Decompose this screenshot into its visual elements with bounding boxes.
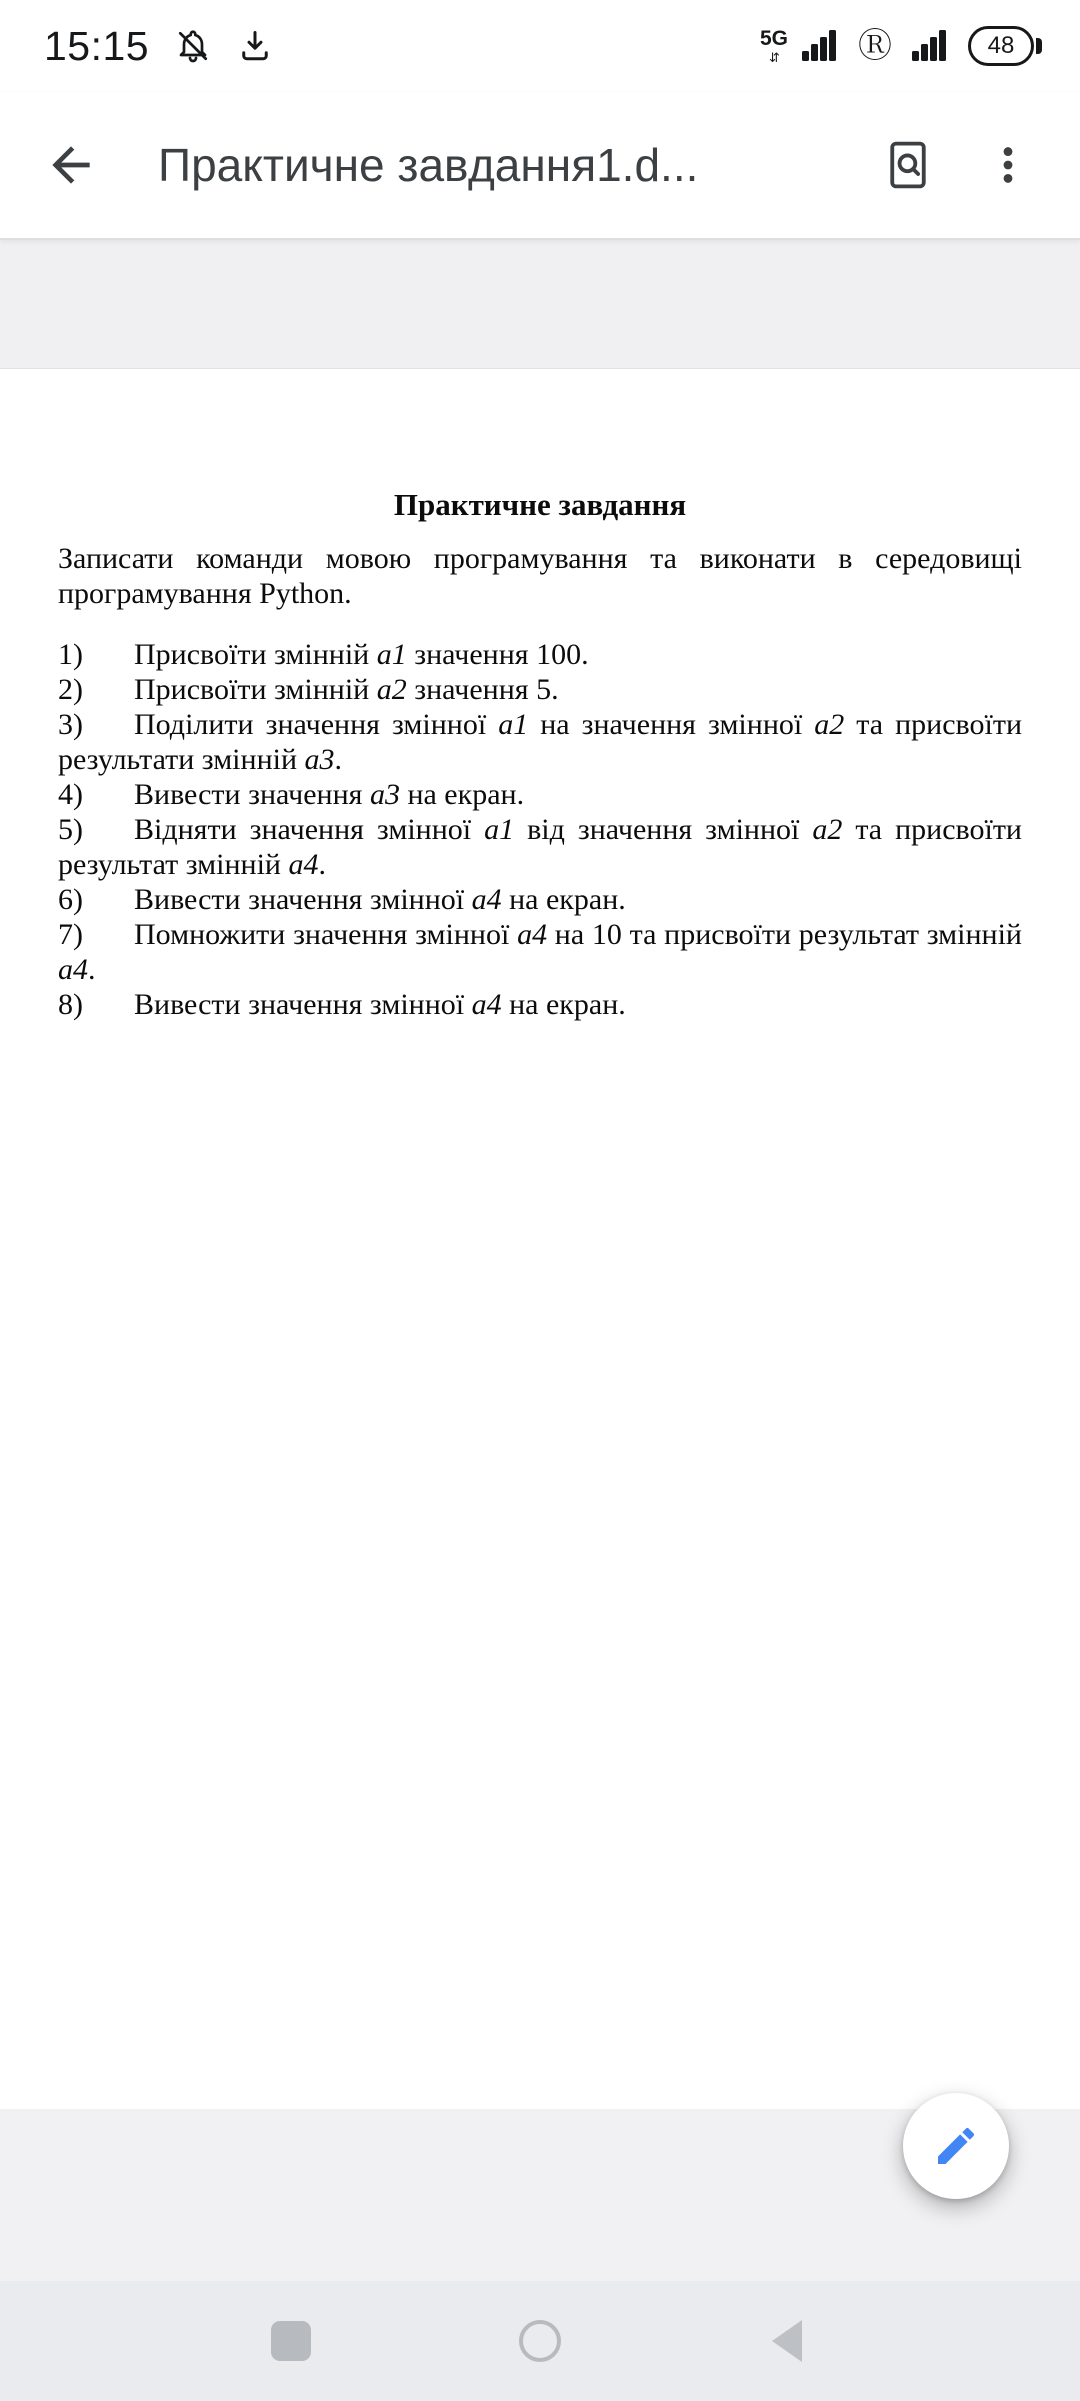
app-bar (0, 92, 1080, 240)
variable-name: a3 (369, 778, 400, 811)
signal-bars-2-icon (910, 29, 950, 63)
clock: 15:15 (44, 22, 150, 69)
back-triangle-icon (772, 2320, 802, 2362)
list-item-number: 4) (58, 778, 83, 811)
variable-name: a4 (288, 848, 319, 881)
document-page (0, 369, 1080, 2109)
doc-heading: Практичне завдання (393, 487, 687, 522)
recents-button[interactable] (261, 2281, 321, 2401)
data-arrows-icon: ⇵ (769, 50, 779, 65)
battery-indicator (968, 26, 1042, 66)
list-item-number: 8) (58, 988, 83, 1021)
variable-name: a1 (484, 813, 515, 846)
list-item: 4) Вивести значення a3 на екран. (58, 778, 525, 811)
variable-name: a3 (304, 743, 335, 776)
list-item-number: 2) (58, 673, 83, 706)
edit-pencil-icon (932, 2122, 980, 2170)
find-in-document-button[interactable] (878, 135, 938, 195)
variable-name: a1 (376, 638, 407, 671)
variable-name: a2 (812, 813, 843, 846)
edit-fab[interactable] (903, 2093, 1009, 2199)
back-button[interactable] (42, 136, 100, 194)
variable-name: a1 (498, 708, 529, 741)
variable-name: a2 (814, 708, 845, 741)
doc-intro-paragraph: Записати команди мовою програмування та виконати в середовищі програмування Python. (58, 542, 1022, 610)
roaming-registered-icon: Ⓡ (858, 27, 892, 65)
variable-name: a4 (471, 883, 502, 916)
variable-name: a2 (376, 673, 407, 706)
list-item: 3) Поділити значення змінної a1 на значення змінної a2 та присвоїти результати змінній a3. (58, 708, 1022, 776)
recents-square-icon (271, 2321, 311, 2361)
variable-name: a4 (471, 988, 502, 1021)
list-item-number: 5) (58, 813, 83, 846)
navigation-bar (0, 2281, 1080, 2401)
download-icon (237, 28, 273, 64)
notifications-muted-icon (175, 28, 211, 64)
signal-bars-icon (800, 29, 840, 63)
home-button[interactable] (510, 2281, 570, 2401)
variable-name: a4 (58, 953, 88, 986)
battery-nub (1036, 38, 1042, 54)
document-title-bar: Практичне завдання1.d... (158, 139, 699, 191)
battery-percent: 48 (968, 26, 1034, 66)
list-item-number: 3) (58, 708, 83, 741)
nav-back-button[interactable] (757, 2281, 817, 2401)
network-type-indicator: 5G ⇵ (759, 27, 788, 65)
list-item: 1) Присвоїти змінній a1 значення 100. (58, 638, 589, 671)
doc-list (58, 637, 1022, 1022)
home-circle-icon (519, 2320, 561, 2362)
page-background-gap (0, 240, 1080, 369)
status-bar (0, 0, 1080, 92)
list-item: 5) Відняти значення змінної a1 від значення змінної a2 та присвоїти результат змінній a4. (58, 813, 1022, 881)
list-item: 8) Вивести значення змінної a4 на екран. (58, 988, 626, 1021)
list-item: 7) Помножити значення змінної a4 на 10 та присвоїти результат змінній a4. (58, 918, 1022, 986)
list-item-number: 6) (58, 883, 83, 916)
list-item-number: 1) (58, 638, 83, 671)
list-item: 6) Вивести значення змінної a4 на екран. (58, 883, 626, 916)
variable-name: a4 (517, 918, 548, 951)
list-item-number: 7) (58, 918, 83, 951)
overflow-menu-button[interactable] (978, 135, 1038, 195)
list-item: 2) Присвоїти змінній a2 значення 5. (58, 673, 559, 706)
